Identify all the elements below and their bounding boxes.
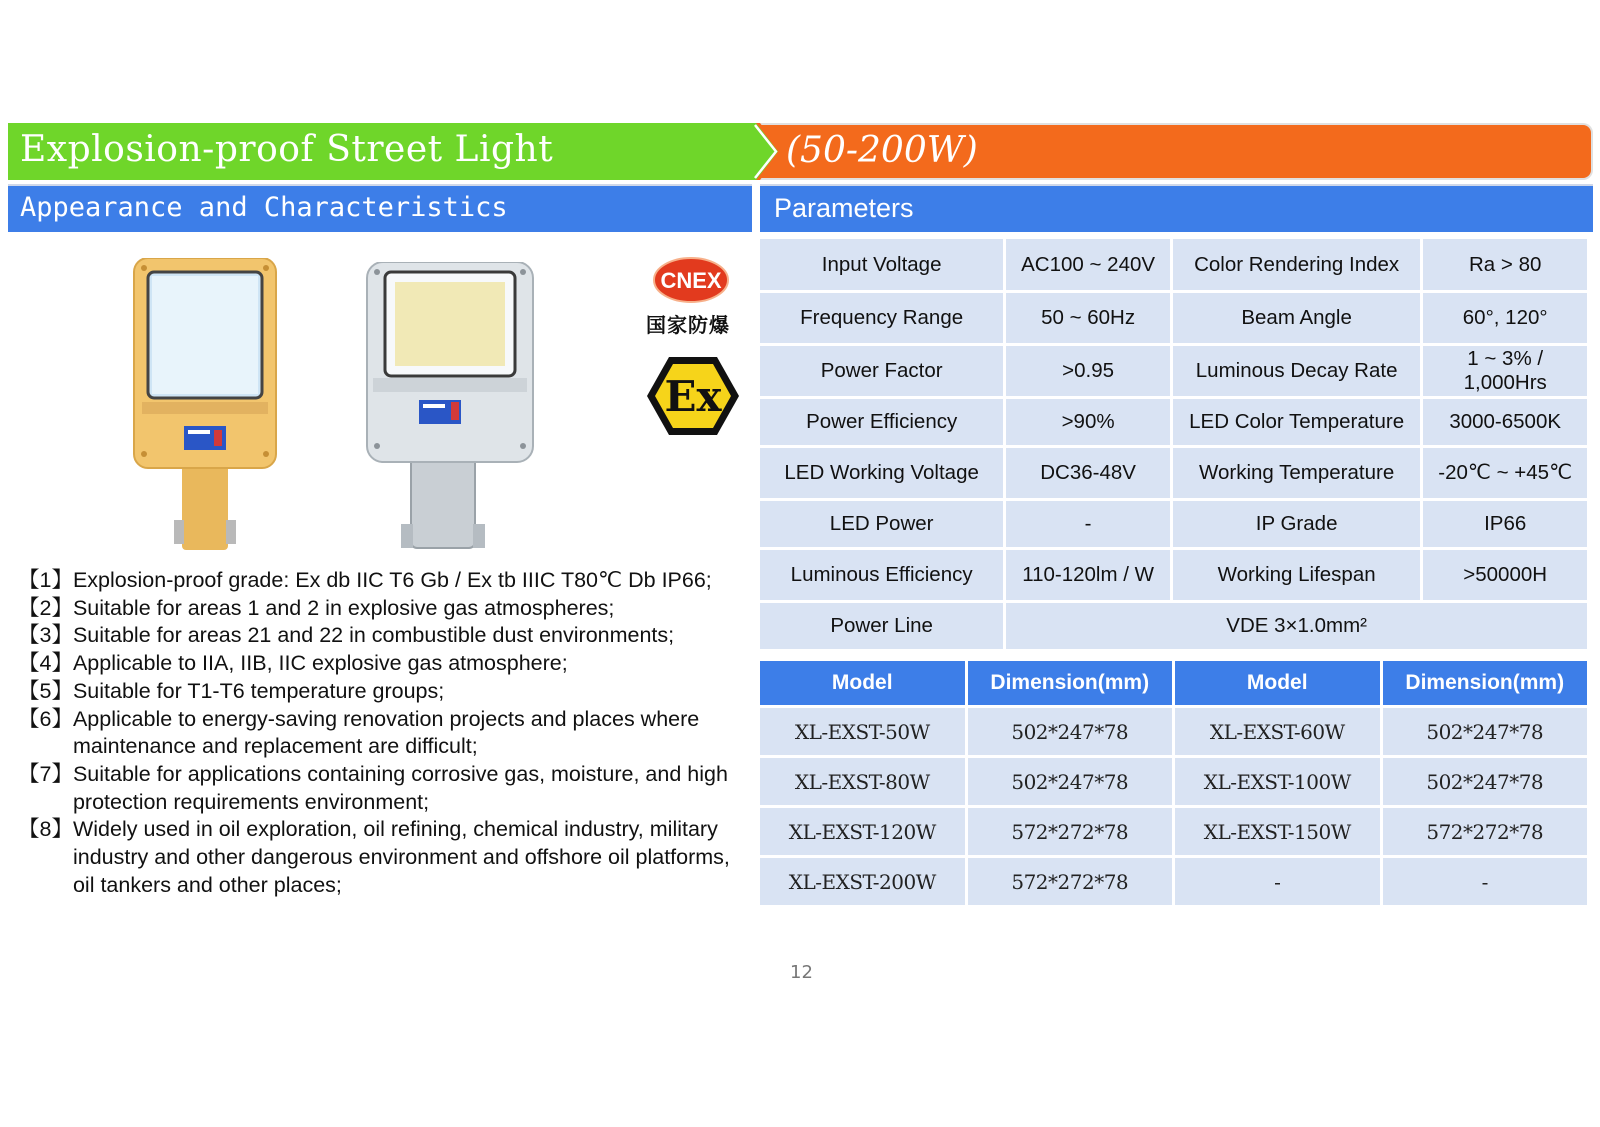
feature-text: Suitable for applications containing corrosive gas, moisture, and high protection requirements environment; xyxy=(72,761,728,814)
cnex-label: 国家防爆 xyxy=(646,315,730,337)
feature-text: Suitable for areas 21 and 22 in combustible dust environments; xyxy=(72,623,675,648)
model-cell: XL-EXST-80W xyxy=(760,758,965,805)
param-value: >90% xyxy=(1006,399,1170,445)
feature-item xyxy=(18,761,748,816)
table-row xyxy=(760,708,1587,755)
column-header-model: Model xyxy=(1175,661,1380,705)
feature-list xyxy=(18,567,748,899)
param-value: 1 ~ 3% / 1,000Hrs xyxy=(1423,346,1587,396)
appearance-header-label: Appearance and Characteristics xyxy=(20,192,508,223)
param-label: Frequency Range xyxy=(760,293,1003,343)
feature-item xyxy=(18,622,748,650)
column-header-dimension: Dimension(mm) xyxy=(968,661,1173,705)
param-row xyxy=(760,448,1587,498)
feature-item xyxy=(18,650,748,678)
param-label: Working Temperature xyxy=(1173,448,1420,498)
feature-text: Applicable to energy-saving renovation projects and places where maintenance and replacement are difficult; xyxy=(72,706,700,759)
param-value: 60°, 120° xyxy=(1423,293,1587,343)
param-label: Power Line xyxy=(760,603,1003,649)
param-row xyxy=(760,550,1587,600)
model-cell: - xyxy=(1175,858,1380,905)
param-value: 3000-6500K xyxy=(1423,399,1587,445)
param-row-power-line xyxy=(760,603,1587,649)
feature-number: 【3】 xyxy=(18,623,73,648)
param-value: DC36-48V xyxy=(1006,448,1170,498)
page-title: Explosion-proof Street Light xyxy=(20,129,554,170)
param-value: -20℃ ~ +45℃ xyxy=(1423,448,1587,498)
param-label: Luminous Decay Rate xyxy=(1173,346,1420,396)
column-header-dimension: Dimension(mm) xyxy=(1383,661,1588,705)
dimension-cell: 572*272*78 xyxy=(1383,808,1588,855)
wattage-range: (50-200W) xyxy=(786,130,978,171)
param-label: Power Factor xyxy=(760,346,1003,396)
feature-number: 【4】 xyxy=(18,651,73,676)
banner-chevron-icon xyxy=(752,123,782,180)
feature-item xyxy=(18,706,748,761)
models-table xyxy=(757,658,1590,908)
model-cell: XL-EXST-120W xyxy=(760,808,965,855)
param-value: VDE 3×1.0mm² xyxy=(1006,603,1587,649)
dimension-cell: 502*247*78 xyxy=(968,758,1173,805)
feature-text: Suitable for areas 1 and 2 in explosive gas atmospheres; xyxy=(72,595,615,620)
feature-item xyxy=(18,567,748,595)
cnex-logo-text: CNEX xyxy=(660,268,722,293)
param-label: LED Power xyxy=(760,501,1003,547)
param-label: LED Color Temperature xyxy=(1173,399,1420,445)
param-label: IP Grade xyxy=(1173,501,1420,547)
feature-number: 【5】 xyxy=(18,678,73,703)
parameters-table xyxy=(757,236,1590,652)
model-cell: XL-EXST-200W xyxy=(760,858,965,905)
model-cell: XL-EXST-50W xyxy=(760,708,965,755)
model-cell: XL-EXST-150W xyxy=(1175,808,1380,855)
title-banner xyxy=(8,123,752,180)
ex-explosion-proof-icon xyxy=(645,355,741,437)
dimension-cell: 502*247*78 xyxy=(1383,708,1588,755)
feature-text: Suitable for T1-T6 temperature groups; xyxy=(72,678,445,703)
feature-number: 【2】 xyxy=(18,595,73,620)
yellow-street-light-image xyxy=(130,258,280,558)
param-row xyxy=(760,399,1587,445)
appearance-header xyxy=(8,184,752,232)
model-cell: XL-EXST-100W xyxy=(1175,758,1380,805)
feature-text: Explosion-proof grade: Ex db IIC T6 Gb / Ex tb IIIC T80℃ Db IP66; xyxy=(72,568,712,592)
feature-item xyxy=(18,816,748,899)
param-label: LED Working Voltage xyxy=(760,448,1003,498)
param-label: Input Voltage xyxy=(760,239,1003,290)
param-label: Beam Angle xyxy=(1173,293,1420,343)
feature-number: 【1】 xyxy=(18,568,73,592)
param-value: 110-120lm / W xyxy=(1006,550,1170,600)
table-row xyxy=(760,808,1587,855)
dimension-cell: 502*247*78 xyxy=(968,708,1173,755)
param-value: - xyxy=(1006,501,1170,547)
feature-number: 【6】 xyxy=(18,706,73,731)
param-value: >0.95 xyxy=(1006,346,1170,396)
param-label: Luminous Efficiency xyxy=(760,550,1003,600)
dimension-cell: 572*272*78 xyxy=(968,858,1173,905)
param-label: Power Efficiency xyxy=(760,399,1003,445)
feature-item xyxy=(18,595,748,623)
page-number: 12 xyxy=(790,962,813,983)
dimension-cell: 502*247*78 xyxy=(1383,758,1588,805)
cnex-logo-icon xyxy=(652,256,730,304)
param-row xyxy=(760,293,1587,343)
feature-text: Applicable to IIA, IIB, IIC explosive gas atmosphere; xyxy=(72,651,568,676)
parameters-header xyxy=(760,184,1593,232)
param-label: Working Lifespan xyxy=(1173,550,1420,600)
param-value: IP66 xyxy=(1423,501,1587,547)
table-row xyxy=(760,858,1587,905)
param-row xyxy=(760,501,1587,547)
feature-number: 【7】 xyxy=(18,761,73,786)
param-row xyxy=(760,239,1587,290)
grey-street-light-image xyxy=(365,262,535,554)
column-header-model: Model xyxy=(760,661,965,705)
param-label: Color Rendering Index xyxy=(1173,239,1420,290)
dimension-cell: - xyxy=(1383,858,1588,905)
param-value: Ra > 80 xyxy=(1423,239,1587,290)
dimension-cell: 572*272*78 xyxy=(968,808,1173,855)
model-cell: XL-EXST-60W xyxy=(1175,708,1380,755)
param-value: >50000H xyxy=(1423,550,1587,600)
feature-text: Widely used in oil exploration, oil refining, chemical industry, military industry and other dangerous environment and offshore oil platforms, oil tankers and other places; xyxy=(72,817,730,897)
feature-item xyxy=(18,678,748,706)
param-row xyxy=(760,346,1587,396)
wattage-banner xyxy=(760,123,1593,180)
feature-number: 【8】 xyxy=(18,817,73,842)
ex-mark-text: Ex xyxy=(664,372,722,421)
param-value: AC100 ~ 240V xyxy=(1006,239,1170,290)
models-header-row xyxy=(760,661,1587,705)
param-value: 50 ~ 60Hz xyxy=(1006,293,1170,343)
parameters-header-label: Parameters xyxy=(774,193,914,223)
table-row xyxy=(760,758,1587,805)
